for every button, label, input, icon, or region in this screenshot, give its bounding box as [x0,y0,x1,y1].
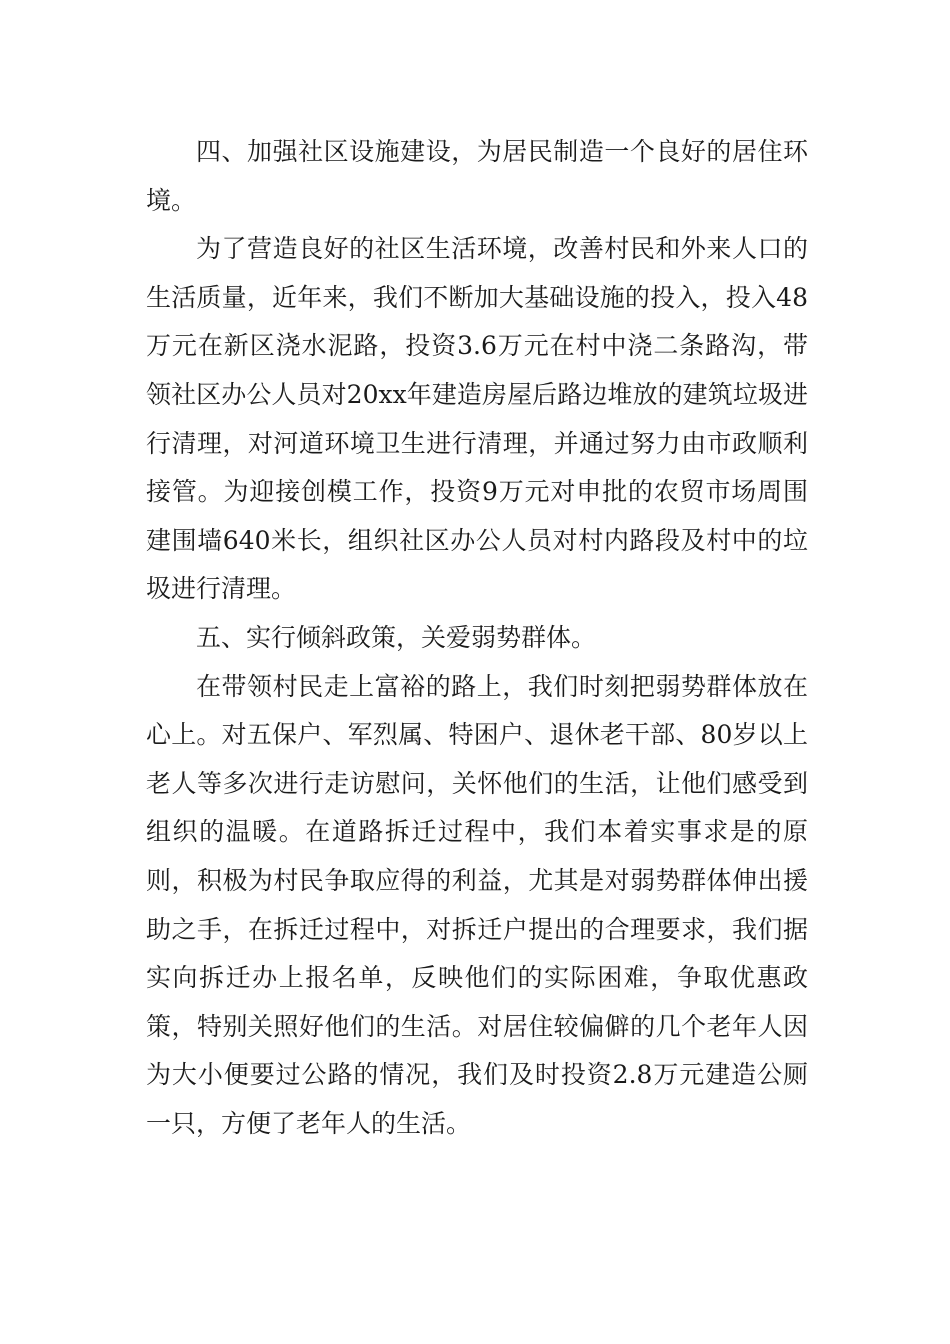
paragraph-vulnerable-groups-body: 在带领村民走上富裕的路上，我们时刻把弱势群体放在心上。对五保户、军烈属、特困户、退休老干部、80岁以上老人等多次进行走访慰问，关怀他们的生活，让他们感受到组织的温暖。在道路拆迁过程中，我们本着实事求是的原则，积极为村民争取应得的利益，尤其是对弱势群体伸出援助之手，在拆迁过程中，对拆迁户提出的合理要求，我们据实向拆迁办上报名单，反映他们的实际困难，争取优惠政策，特别关照好他们的生活。对居住较偏僻的几个老年人因为大小便要过公路的情况，我们及时投资2.8万元建造公厕一只，方便了老年人的生活。 [146,671,808,1138]
document-page [146,128,808,1148]
section-heading-facilities: 四、加强社区设施建设，为居民制造一个良好的居住环境。 [146,137,808,215]
section-heading-vulnerable-groups: 五、实行倾斜政策，关爱弱势群体。 [196,622,597,652]
paragraph-facilities-body: 为了营造良好的社区生活环境，改善村民和外来人口的生活质量，近年来，我们不断加大基础设施的投入，投入48万元在新区浇水泥路，投资3.6万元在村中浇二条路沟，带领社区办公人员对20xx年建造房屋后路边堆放的建筑垃圾进行清理，对河道环境卫生进行清理，并通过努力由市政顺利接管。为迎接创模工作，投资9万元对申批的农贸市场周围建围墙640米长，组织社区办公人员对村内路段及村中的垃圾进行清理。 [146,234,808,604]
